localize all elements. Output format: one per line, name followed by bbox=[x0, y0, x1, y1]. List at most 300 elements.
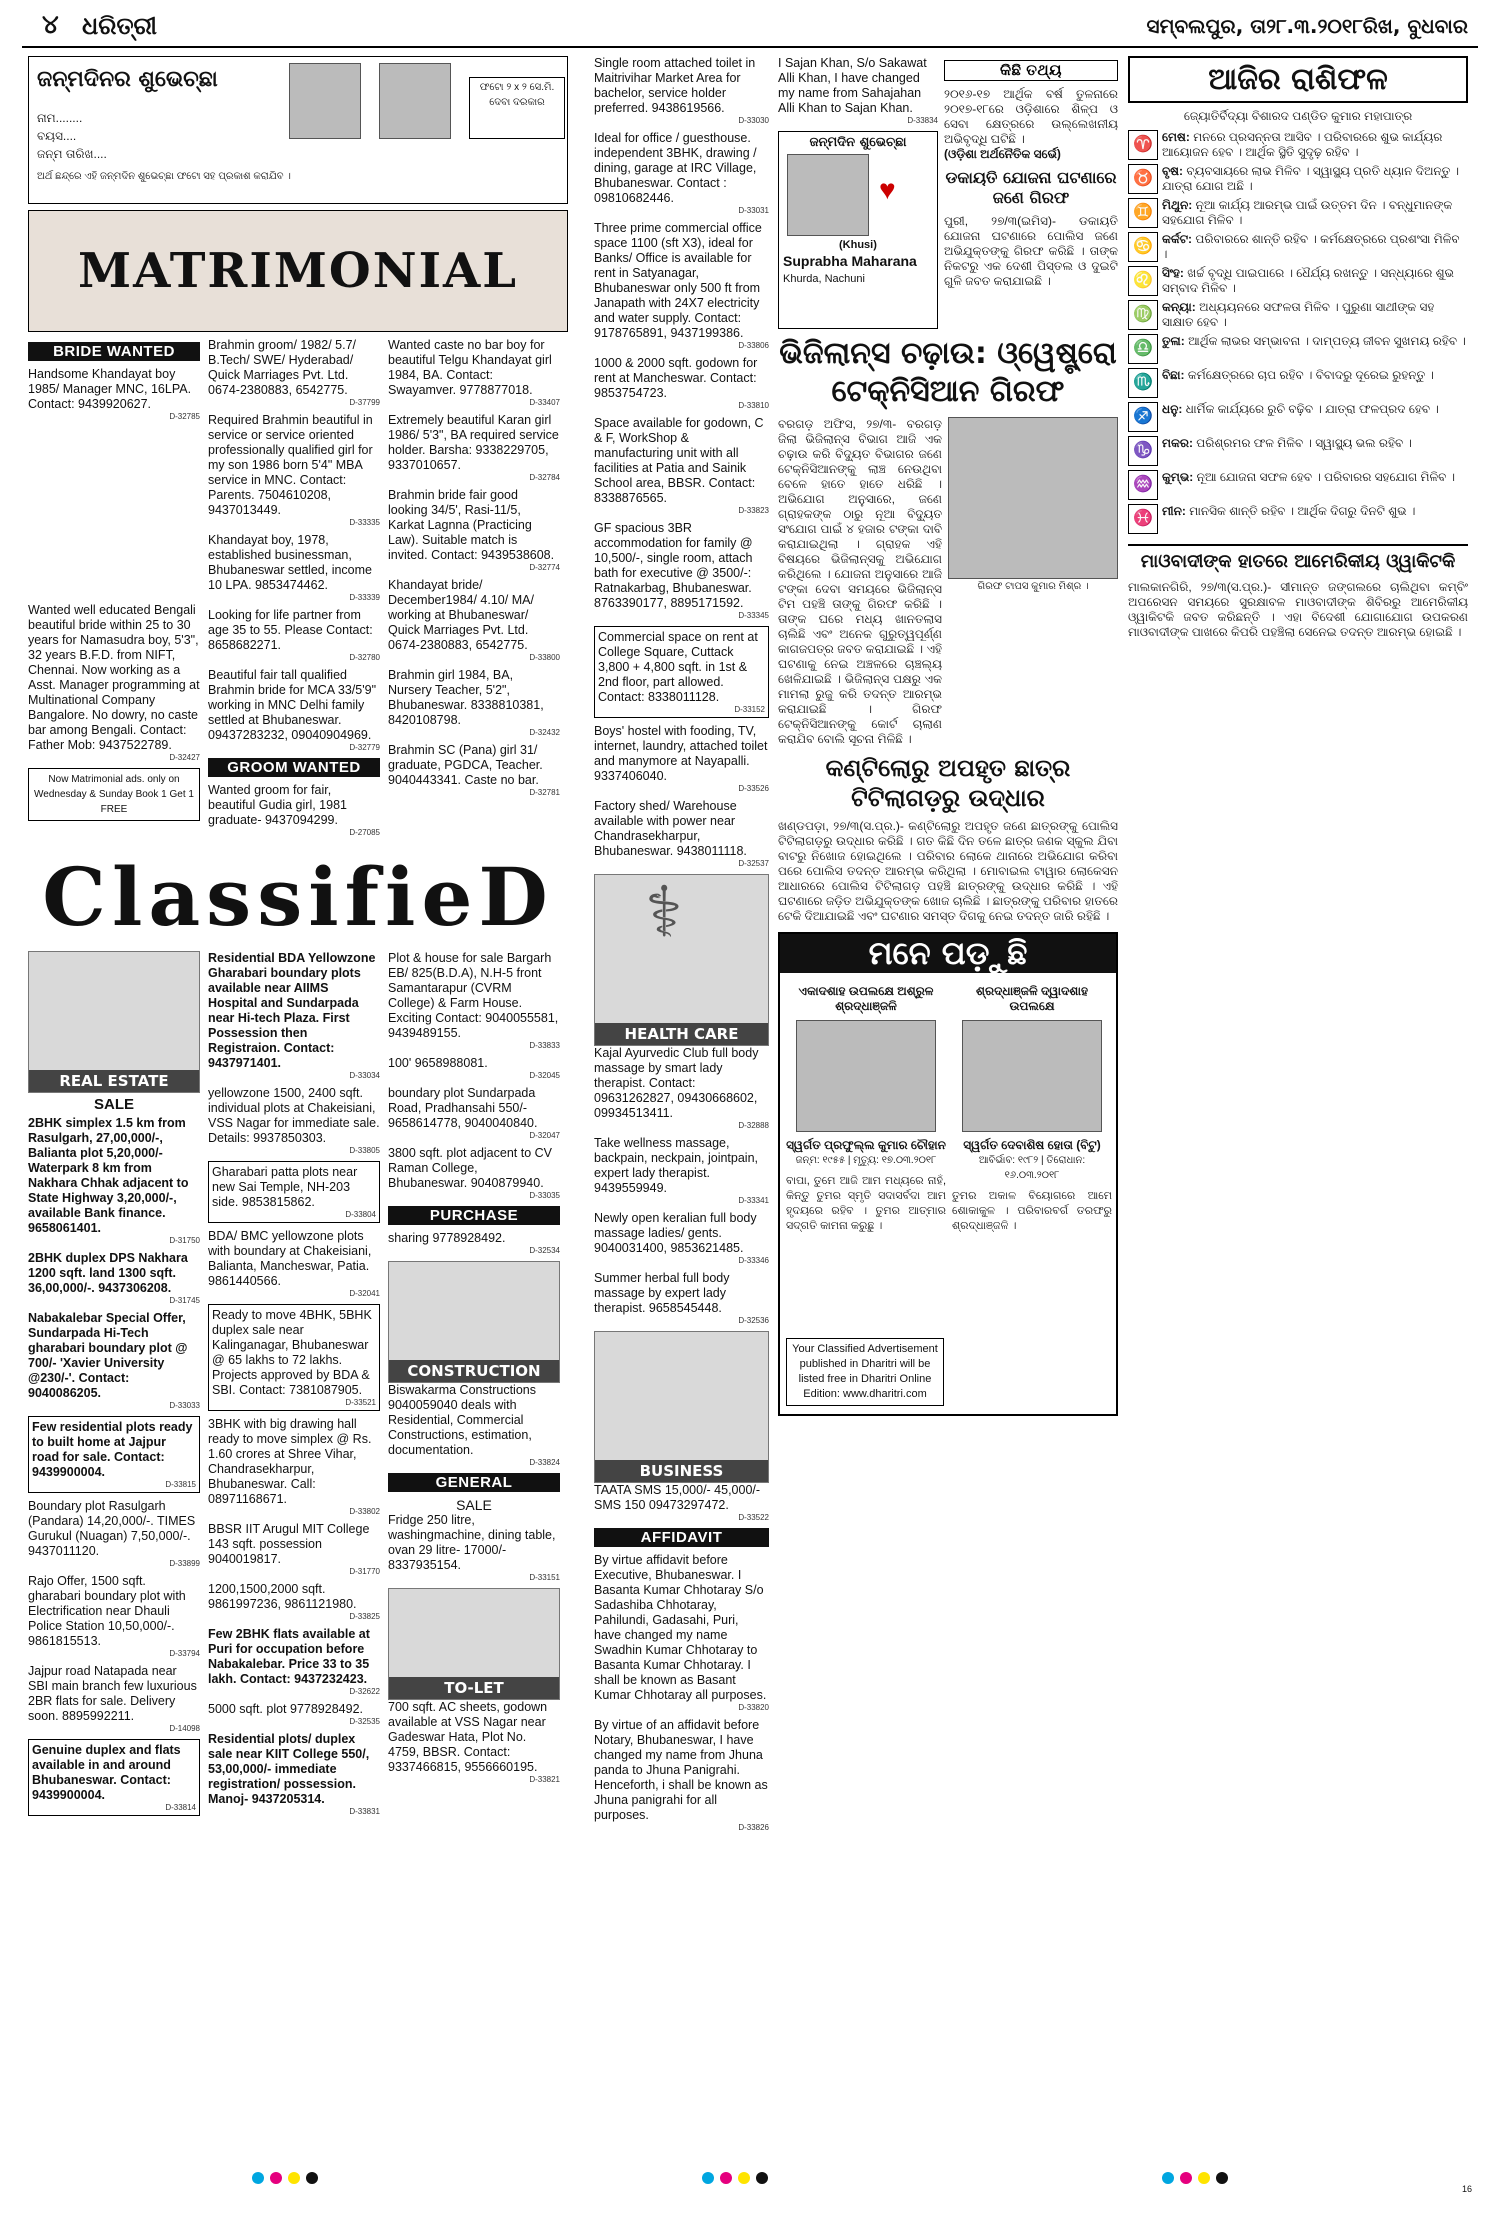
classified-ad bbox=[388, 668, 560, 737]
health-care-label: HEALTH CARE bbox=[595, 1023, 768, 1045]
matrimonial-col-3 bbox=[388, 338, 560, 843]
ad-text: Brahmin girl 1984, BA, Nursery Teacher, 5'2", Bhubaneswar. 8338810381, 8420108798. bbox=[388, 668, 544, 727]
real-estate-label: REAL ESTATE bbox=[29, 1070, 199, 1092]
black-dot bbox=[756, 2172, 768, 2184]
ad-code: D-31770 bbox=[349, 1567, 380, 1576]
memorial-right-dates: ଆବିର୍ଭାବ: ୧୯୮୨ | ତିରୋଧାନ: ୧୬.୦୩.୨୦୧୮ bbox=[978, 1155, 1086, 1181]
classified-ad bbox=[208, 533, 380, 602]
zodiac-icon: ♒ bbox=[1128, 470, 1158, 500]
ad-code: D-33804 bbox=[345, 1210, 376, 1219]
classified-ad bbox=[594, 1136, 769, 1205]
ad-text: Handsome Khandayat boy 1985/ Manager MNC, 16LPA. Contact: 9439920627. bbox=[28, 367, 192, 411]
rashi-text: ଧାର୍ମିକ କାର୍ଯ୍ୟରେ ରୁଚି ବଢ଼ିବ । ଯାତ୍ରା ଫଳପ୍ରଦ ହେବ । bbox=[1185, 402, 1439, 416]
ad-text: Khandayat boy, 1978, established businessman, Bhubaneswar settled, income 10 LPA. 9853474462. bbox=[208, 533, 372, 592]
classified-ad bbox=[388, 1146, 560, 1200]
rashi-item bbox=[1128, 266, 1468, 296]
ad-text: Genuine duplex and flats available in and around Bhubaneswar. Contact: 9439900004. bbox=[32, 1743, 181, 1802]
classified-ad bbox=[208, 338, 380, 407]
rashi-item bbox=[1128, 402, 1468, 432]
tolet-image bbox=[388, 1588, 560, 1700]
rashi-item bbox=[1128, 232, 1468, 262]
classified-ad bbox=[208, 1702, 380, 1726]
zodiac-icon: ♑ bbox=[1128, 436, 1158, 466]
ad-text: Few residential plots ready to built home at Jajpur road for sale. Contact: 9439900004. bbox=[32, 1420, 193, 1479]
zodiac-icon: ♌ bbox=[1128, 266, 1158, 296]
ad-code: D-33823 bbox=[738, 506, 769, 515]
main-story-row bbox=[778, 417, 1118, 747]
cyan-dot bbox=[702, 2172, 714, 2184]
classified-ad bbox=[594, 1271, 769, 1325]
main-photo bbox=[948, 417, 1118, 579]
ad-text: Plot & house for sale Bargarh EB/ 825(B.D.A), N.H-5 front Samantarapur (CVRM College) & Farm House. Exciting Contact: 9040055581, 9439489155. bbox=[388, 951, 559, 1040]
classified-ad bbox=[208, 1732, 380, 1816]
magenta-dot bbox=[1180, 2172, 1192, 2184]
news-top-row bbox=[778, 56, 1118, 329]
ad-code: D-32785 bbox=[169, 412, 200, 421]
kid-name: Suprabha Maharana bbox=[783, 253, 917, 269]
ad-text: Space available for godown, C & F, WorkShop & manufacturing unit with all facilities at Patia and Sainik School area, BBSR. Contact: 8338876565. bbox=[594, 416, 764, 505]
kid-birthday-title: ଜନ୍ମଦିନ ଶୁଭେଚ୍ଛା bbox=[809, 135, 907, 150]
matrimonial-columns bbox=[28, 338, 568, 843]
ad-text: 100' 9658988081. bbox=[388, 1056, 488, 1070]
memorial-right bbox=[952, 984, 1112, 1234]
classified-ad bbox=[28, 1416, 200, 1493]
classified-ad bbox=[208, 783, 380, 837]
ad-code: D-32534 bbox=[529, 1246, 560, 1255]
matrimonial-banner bbox=[28, 210, 568, 332]
classified-columns bbox=[28, 951, 568, 1822]
real-estate-col-2 bbox=[208, 951, 380, 1822]
matrimonial-note: Now Matrimonial ads. only on Wednesday & Sunday Book 1 Get 1 FREE bbox=[28, 768, 200, 821]
birthday-rate: ଫଟୋ ୨ x ୨ ସେ.ମି. ଦେବା ଦରକାର bbox=[469, 77, 565, 139]
rashi-text: ନୂଆ କାର୍ଯ୍ୟ ଆରମ୍ଭ ପାଇଁ ଉତ୍ତମ ଦିନ । ବନ୍ଧୁମାନଙ୍କ ସହଯୋଗ ମିଳିବ । bbox=[1162, 198, 1453, 227]
second-headline: କଣ୍ଟିଲୋରୁ ଅପହୃତ ଛାତ୍ର ଟିଟିଲାଗଡ଼ରୁ ଉଦ୍ଧାର bbox=[825, 754, 1071, 812]
classified-ad bbox=[594, 356, 769, 410]
ad-code: D-33152 bbox=[734, 705, 765, 714]
ad-code: D-33825 bbox=[349, 1612, 380, 1621]
ad-code: D-32537 bbox=[738, 859, 769, 868]
memorial-right-photo bbox=[962, 1020, 1102, 1132]
rashi-sign: କର୍କଟ: bbox=[1162, 232, 1193, 246]
ad-text: Biswakarma Constructions 9040059040 deals with Residential, Commercial Constructions, estimation, documentation. bbox=[388, 1383, 536, 1457]
general-heading: GENERAL bbox=[388, 1473, 560, 1492]
ad-code: D-32779 bbox=[349, 743, 380, 752]
classified-ad bbox=[208, 1161, 380, 1223]
ad-code: D-33824 bbox=[529, 1458, 560, 1467]
birthday-photo-1 bbox=[289, 63, 361, 139]
ad-code: D-33814 bbox=[165, 1803, 196, 1812]
ad-text: Ready to move 4BHK, 5BHK duplex sale near Kalinganagar, Bhubaneswar @ 65 lakhs to 72 lakhs. Projects approved by BDA & SBI. Contact: 7381087905. bbox=[212, 1308, 372, 1397]
ad-text: Single room attached toilet in Maitrivihar Market Area for bachelor, service holder preferred. 9438619566. bbox=[594, 56, 756, 115]
ad-code: D-33805 bbox=[349, 1146, 380, 1155]
memorial-left-name: ସ୍ୱର୍ଗତ ପ୍ରଫୁଲ୍ଲ କୁମାର ଚୌହାନ bbox=[786, 1138, 946, 1152]
ad-code: D-33815 bbox=[165, 1480, 196, 1489]
ad-code: D-32535 bbox=[349, 1717, 380, 1726]
ad-text: Commercial space on rent at College Square, Cuttack 3,800 + 4,800 sqft. in 1st & 2nd floor, part allowed. Contact: 8338011128. bbox=[598, 630, 758, 704]
ad-code: D-33826 bbox=[738, 1823, 769, 1832]
ad-text: Factory shed/ Warehouse available with power near Chandrasekharpur, Bhubaneswar. 9438011118. bbox=[594, 799, 747, 858]
classified-ad bbox=[28, 1664, 200, 1733]
rashi-text: ମାନସିକ ଶାନ୍ତି ରହିବ । ଆର୍ଥିକ ଦିଗରୁ ଦିନଟି ଶୁଭ । bbox=[1189, 504, 1416, 518]
masthead bbox=[22, 8, 1478, 48]
classified-ad bbox=[594, 521, 769, 620]
classified-ad bbox=[388, 743, 560, 797]
classified-ad bbox=[388, 1700, 560, 1784]
ad-text: Nabakalebar Special Offer, Sundarpada Hi-Tech gharabari boundary plot @ 700/- 'Xavier University @230/-'. Contact: 9040086205. bbox=[28, 1311, 188, 1400]
memorial-right-text: ତୁମର ଅକାଳ ବିୟୋଗରେ ଆମେ ଶୋକାକୁଳ । ପରିବାରବର୍ଗ ତରଫରୁ ଶ୍ରଦ୍ଧାଞ୍ଜଳି । bbox=[952, 1190, 1112, 1232]
ad-code: D-33035 bbox=[529, 1191, 560, 1200]
ad-code: D-33831 bbox=[349, 1807, 380, 1816]
online-notice: Your Classified Advertisement published in Dharitri will be listed free in Dharitri Online Edition: www.dharitri.com bbox=[786, 1338, 944, 1406]
kid-birthday-box bbox=[778, 131, 938, 329]
yellow-dot bbox=[288, 2172, 300, 2184]
ad-text: Boys' hostel with fooding, TV, internet, laundry, attached toilet and manymore at Nayapalli. 9337406040. bbox=[594, 724, 768, 783]
classified-ad bbox=[28, 1311, 200, 1410]
rashi-text: ମନରେ ପ୍ରସନ୍ନତା ଆସିବ । ପରିବାରରେ ଶୁଭ କାର୍ଯ୍ୟର ଆୟୋଜନ ହେବ । ଆର୍ଥିକ ସ୍ଥିତି ସୁଦୃଢ଼ ରହିବ । bbox=[1162, 130, 1443, 159]
classified-ad bbox=[208, 413, 380, 527]
rashifal-title: ଆଜିର ରାଶିଫଳ bbox=[1128, 56, 1468, 103]
groom-wanted-heading: GROOM WANTED bbox=[208, 758, 380, 777]
ad-text: Three prime commercial office space 1100 (sft X3), ideal for Banks/ Office is available for rent in Satyanagar, Bhubaneswar only 500 ft from Janapath with 24X7 electricity and water supply. Contact: 9178765891, 9437199386. bbox=[594, 221, 762, 340]
main-headline: ଭିଜିଲାନ୍ସ ଚଢ଼ାଉ: ଓ୍ୱେଷ୍ଟ୍ରୋ ଟେକ୍ନିସିଆନ ଗିରଫ bbox=[779, 336, 1117, 409]
matrimonial-col-1 bbox=[28, 338, 200, 843]
left-section bbox=[28, 56, 568, 1822]
zodiac-icon: ♐ bbox=[1128, 402, 1158, 432]
classified-ad bbox=[388, 1231, 560, 1255]
cyan-dot bbox=[252, 2172, 264, 2184]
ad-text: Wanted groom for fair, beautiful Gudia girl, 1981 graduate- 9437094299. bbox=[208, 783, 347, 827]
ad-text: yellowzone 1500, 2400 sqft. individual plots at Chakeisiani, VSS Nagar for immediate sale. Details: 9937850303. bbox=[208, 1086, 380, 1145]
ad-code: D-32041 bbox=[349, 1289, 380, 1298]
ad-text: BDA/ BMC yellowzone plots with boundary at Chakeisiani, Balianta, Mancheswar, Patia. 9861440566. bbox=[208, 1229, 372, 1288]
classified-ad bbox=[28, 603, 200, 762]
classified-ad bbox=[28, 1251, 200, 1305]
memorial-box bbox=[778, 932, 1118, 1416]
classified-ad bbox=[388, 1086, 560, 1140]
ad-text: Looking for life partner from age 35 to 55. Please Contact: 8658682271. bbox=[208, 608, 373, 652]
zodiac-icon: ♊ bbox=[1128, 198, 1158, 228]
second-story: ଖଣ୍ଡପଡ଼ା, ୨୭/୩(ସ.ପ୍ର.)- କଣ୍ଟିଲୋରୁ ଅପହୃତ ଜଣେ ଛାତ୍ରଙ୍କୁ ପୋଲିସ ଟିଟିଲାଗଡ଼ରୁ ଉଦ୍ଧାର କରିଛି । ଗତ କିଛି ଦିନ ତଳେ ଛାତ୍ର ଜଣକ ସ୍କୁଲ ଯିବା ବାଟରୁ ନିଖୋଜ ହୋଇଥିଲେ । ପରିବାର ଲୋକେ ଥାନାରେ ଅଭିଯୋଗ କରିବା ପରେ ପୋଲିସ ତଦନ୍ତ ଆରମ୍ଭ କରିଥିଲା । ମୋବାଇଲ ଟାୱାର ଲୋକେସନ ଆଧାରରେ ପୋଲିସ ଟିଟିଲାଗଡ଼ ପହଞ୍ଚି ଛାତ୍ରଙ୍କୁ ଉଦ୍ଧାର କରିଛି । ଏହି ଘଟଣାରେ ଜଡ଼ିତ ଅଭିଯୁକ୍ତଙ୍କ ଖୋଜ ଚାଲିଛି । ଛାତ୍ରଙ୍କୁ ପରିବାର ହାତରେ ଟେକି ଦିଆଯାଇଛି ଏବଂ ଘଟଣାର ସମସ୍ତ ଦିଗକୁ ନେଇ ତଦନ୍ତ ଜାରି ରହିଛି । bbox=[778, 819, 1118, 923]
rashi-text: ପରିଶ୍ରମର ଫଳ ମିଳିବ । ସ୍ୱାସ୍ଥ୍ୟ ଭଲ ରହିବ । bbox=[1196, 436, 1412, 450]
ad-text: Residential plots/ duplex sale near KIIT College 550/, 53,00,000/- immediate registration/ possession. Manoj- 9437205314. bbox=[208, 1732, 370, 1806]
memorial-right-head: ଶ୍ରଦ୍ଧାଞ୍ଜଳି ଦ୍ୱାଦଶାହ ଉପଲକ୍ଷେ bbox=[976, 984, 1088, 1013]
ad-code: D-33810 bbox=[738, 401, 769, 410]
classified-ad bbox=[28, 1574, 200, 1658]
newspaper-page bbox=[22, 8, 1478, 2198]
memorial-left-photo bbox=[796, 1020, 936, 1132]
rashi-text: ଖର୍ଚ୍ଚ ବୃଦ୍ଧି ପାଇପାରେ । ଧୈର୍ଯ୍ୟ ରଖନ୍ତୁ । ସନ୍ଧ୍ୟାରେ ଶୁଭ ସମ୍ବାଦ ମିଳିବ । bbox=[1162, 266, 1454, 295]
ad-code: D-33407 bbox=[529, 398, 560, 407]
cyan-dot bbox=[1162, 2172, 1174, 2184]
rashi-sign: ବିଛା: bbox=[1162, 368, 1185, 382]
zodiac-icon: ♋ bbox=[1128, 232, 1158, 262]
color-bar bbox=[252, 2172, 318, 2186]
ad-text: TAATA SMS 15,000/- 45,000/- SMS 150 09473297472. bbox=[594, 1483, 761, 1512]
ad-code: D-33794 bbox=[169, 1649, 200, 1658]
classified-title: ClassifieD bbox=[42, 850, 554, 944]
classified-ad bbox=[594, 1046, 769, 1130]
classified-ad bbox=[28, 1499, 200, 1568]
main-photo-caption: ଗିରଫ ଟାପସ କୁମାର ମିଶ୍ର । bbox=[977, 581, 1089, 592]
classified-ad bbox=[594, 1718, 769, 1832]
classified-ad bbox=[208, 1582, 380, 1621]
classified-ad bbox=[208, 668, 380, 752]
ad-code: D-32622 bbox=[349, 1687, 380, 1696]
ad-text: Kajal Ayurvedic Club full body massage by smart lady therapist. Contact: 09631262827, 09430668602, 09934513411. bbox=[594, 1046, 759, 1120]
classified-ad bbox=[28, 367, 200, 421]
health-care-image bbox=[594, 874, 769, 1046]
rashi-item bbox=[1128, 470, 1468, 500]
classified-ad bbox=[388, 338, 560, 407]
classified-ad bbox=[28, 1116, 200, 1245]
birthday-photo-2 bbox=[379, 63, 451, 139]
ad-code: D-33033 bbox=[169, 1401, 200, 1410]
ad-code: D-32781 bbox=[529, 788, 560, 797]
classified-ad bbox=[388, 578, 560, 662]
ad-code: D-33522 bbox=[738, 1513, 769, 1522]
ad-code: D-33802 bbox=[349, 1507, 380, 1516]
ad-text: Newly open keralian full body massage ladies/ gents. 9040031400, 9853621485. bbox=[594, 1211, 757, 1255]
ad-code: D-31750 bbox=[169, 1236, 200, 1245]
birthday-box bbox=[28, 56, 568, 204]
rashi-sign: କନ୍ୟା: bbox=[1162, 300, 1196, 314]
classified-ad bbox=[594, 56, 769, 125]
kid-alias: (Khusi) bbox=[839, 239, 877, 251]
paper-name: ଧରିତ୍ରୀ bbox=[82, 12, 157, 40]
ad-code: D-33834 bbox=[907, 116, 938, 125]
classified-ad bbox=[208, 1086, 380, 1155]
business-image bbox=[594, 1331, 769, 1483]
ad-code: D-32780 bbox=[349, 653, 380, 662]
birthday-field: ବୟସ.... bbox=[37, 129, 77, 143]
ad-code: D-33151 bbox=[529, 1573, 560, 1582]
ad-text: Wanted caste no bar boy for beautiful Telgu Khandayat girl 1984, BA. Contact: Swayamver. 9778877018. bbox=[388, 338, 552, 397]
rashi-item bbox=[1128, 504, 1468, 534]
matrimonial-col-2 bbox=[208, 338, 380, 843]
dateline: ସମ୍ବଲପୁର, ତା୨୮.୩.୨୦୧୮ରିଖ, ବୁଧବାର bbox=[1146, 14, 1468, 38]
memorial-title: ମନେ ପଡ଼ୁଛି bbox=[780, 934, 1116, 973]
ad-text: sharing 9778928492. bbox=[388, 1231, 506, 1245]
rashi-sign: ଧନୁ: bbox=[1162, 402, 1183, 416]
rashifal-column bbox=[1128, 56, 1468, 640]
magenta-dot bbox=[720, 2172, 732, 2184]
ad-code: D-33034 bbox=[349, 1071, 380, 1080]
rashi-item bbox=[1128, 436, 1468, 466]
ad-text: 3800 sqft. plot adjacent to CV Raman College, Bhubaneswar. 9040879940. bbox=[388, 1146, 552, 1190]
rashi-sign: ବୃଷ: bbox=[1162, 164, 1184, 178]
memorial-left bbox=[786, 984, 946, 1234]
ad-code: D-27085 bbox=[349, 828, 380, 837]
ad-text: Jajpur road Natapada near SBI main branch few luxurious 2BR flats for sale. Delivery soon. 8895992211. bbox=[28, 1664, 197, 1723]
classified-ad bbox=[594, 626, 769, 718]
ad-text: 2BHK duplex DPS Nakhara 1200 sqft. land 1300 sqft. 36,00,000/-. 9437306208. bbox=[28, 1251, 188, 1295]
footer-page-number: 16 bbox=[1461, 2184, 1472, 2194]
classified-ad bbox=[594, 416, 769, 515]
rashi-sign: ମୀନ: bbox=[1162, 504, 1186, 518]
rashi-item bbox=[1128, 198, 1468, 228]
birthday-note: ଅର୍ଥ ଛନ୍ଦ୍ରେ ଏହି ଜନ୍ମଦିନ ଶୁଭେଚ୍ଛା ଫଟୋ ସହ ପ୍ରକାଶ କରାଯିବ । bbox=[37, 171, 291, 182]
ad-text: Required Brahmin beautiful in service or service oriented professionally qualified girl for my son 1986 born 5'4" MBA service in MNC. Contact: Parents. 7504610208, 9437013449. bbox=[208, 413, 373, 517]
ad-code: D-32774 bbox=[529, 563, 560, 572]
rashi-item bbox=[1128, 130, 1468, 160]
short-news-headline: ଡକାୟତି ଯୋଜନା ଘଟଣାରେ ଜଣେ ଗିରଫ bbox=[945, 168, 1117, 207]
ad-code: D-33800 bbox=[529, 653, 560, 662]
ad-code: D-33341 bbox=[738, 1196, 769, 1205]
ad-text: Brahmin groom/ 1982/ 5.7/ B.Tech/ SWE/ Hyderabad/ Quick Marriages Pvt. Ltd. 0674-2380883, 6542775. bbox=[208, 338, 356, 397]
real-estate-image bbox=[28, 951, 200, 1093]
ad-text: By virtue affidavit before Executive, Bhubaneswar. I Basanta Kumar Chhotaray S/o Sadashiba Chhotaray, Pahilundi, Gadasahi, Puri, have changed my name Swadhin Kumar Chhotaray to Basanta Kumar Chhotaray. I shall be known as Basant Kumar Chhotaray all purposes. bbox=[594, 1553, 767, 1702]
ad-code: D-33833 bbox=[529, 1041, 560, 1050]
zodiac-icon: ♏ bbox=[1128, 368, 1158, 398]
classified-ad bbox=[594, 799, 769, 868]
birthday-fields bbox=[37, 109, 107, 163]
bride-wanted-heading: BRIDE WANTED bbox=[28, 342, 200, 361]
rashi-text: ଅଧ୍ୟୟନରେ ସଫଳତା ମିଳିବ । ପୁରୁଣା ସାଥୀଙ୍କ ସହ ସାକ୍ଷାତ ହେବ । bbox=[1162, 300, 1435, 329]
ad-text: Extremely beautiful Karan girl 1986/ 5'3", BA required service holder. Barsha: 9338229705, 9337010657. bbox=[388, 413, 559, 472]
rashi-item bbox=[1128, 300, 1468, 330]
ad-text: Boundary plot Rasulgarh (Pandara) 14,20,000/-. TIMES Gurukul (Nuagan) 7,50,000/-. 9437011120. bbox=[28, 1499, 196, 1558]
classified-ad bbox=[208, 1229, 380, 1298]
classified-ad bbox=[388, 413, 560, 482]
rashifal-intro: ଜ୍ୟୋତିର୍ବିଦ୍ୟା ବିଶାରଦ ପଣ୍ଡିତ କୁମାର ମହାପାତ୍ର bbox=[1183, 109, 1413, 123]
ad-code: D-33899 bbox=[169, 1559, 200, 1568]
rashifal-list bbox=[1128, 130, 1468, 534]
zodiac-icon: ♍ bbox=[1128, 300, 1158, 330]
rashi-item bbox=[1128, 334, 1468, 364]
kid-photo bbox=[787, 154, 869, 236]
ad-text: BBSR IIT Arugul MIT College 143 sqft. possession 9040019817. bbox=[208, 1522, 370, 1566]
classified-ad bbox=[594, 1553, 769, 1712]
ad-text: Ideal for office / guesthouse. independent 3BHK, drawing / dining, garage at IRC Village, Bhubaneswar. Contact : 09810682446. bbox=[594, 131, 757, 205]
ad-code: D-33806 bbox=[738, 341, 769, 350]
affidavit-heading: AFFIDAVIT bbox=[594, 1528, 769, 1547]
tolet-column bbox=[594, 56, 769, 1838]
ad-text: 1200,1500,2000 sqft. 9861997236, 9861121980. bbox=[208, 1582, 357, 1611]
birthday-field: ଜନ୍ମ ତାରିଖ.... bbox=[37, 147, 107, 161]
ad-code: D-32888 bbox=[738, 1121, 769, 1130]
classified-ad bbox=[388, 951, 560, 1050]
classified-ad bbox=[388, 1056, 560, 1080]
ad-code: D-14098 bbox=[169, 1724, 200, 1733]
general-sale-heading: SALE bbox=[456, 1497, 492, 1513]
rashi-sign: ମିଥୁନ: bbox=[1162, 198, 1193, 212]
ad-text: Take wellness massage, backpain, neckpain, jointpain, expert lady therapist. 9439559949. bbox=[594, 1136, 759, 1195]
ad-text: Beautiful fair tall qualified Brahmin bride for MCA 33/5'9" working in MNC Delhi family settled at Bhubaneswar. 09437283232, 09040904969. bbox=[208, 668, 377, 742]
ad-text: Fridge 250 litre, washingmachine, dining table, ovan 29 litre- 17000/- 8337935154. bbox=[388, 1513, 556, 1572]
ad-text: Wanted well educated Bengali beautiful bride within 25 to 30 years for Namasudra boy, 5'3", 32 years B.F.D. from NIFT, Chennai. Now working as a Asst. Manager programming at Multinational Company Bangalore. No dowry, no caste bar among Bengali. Contact: Father Mob: 9437522789. bbox=[28, 603, 200, 752]
zodiac-icon: ♎ bbox=[1128, 334, 1158, 364]
classified-ad bbox=[594, 1211, 769, 1265]
classified-banner bbox=[28, 847, 568, 947]
matrimonial-title: MATRIMONIAL bbox=[77, 243, 519, 299]
ad-code: D-31745 bbox=[169, 1296, 200, 1305]
yellow-dot bbox=[1198, 2172, 1210, 2184]
rashi-text: ପରିବାରରେ ଶାନ୍ତି ରହିବ । କର୍ମକ୍ଷେତ୍ରରେ ପ୍ରଶଂସା ମିଳିବ । bbox=[1162, 232, 1460, 261]
ad-text: Residential BDA Yellowzone Gharabari boundary plots available near AIIMS Hospital and Sundarpada near Hi-tech Plaza. First Possession then Registraion. Contact: 9437971401. bbox=[208, 951, 376, 1070]
ad-code: D-33031 bbox=[738, 206, 769, 215]
color-bar bbox=[1162, 2172, 1228, 2186]
rashi-text: କର୍ମକ୍ଷେତ୍ରରେ ଚାପ ରହିବ । ବିବାଦରୁ ଦୂରେଇ ରୁହନ୍ତୁ । bbox=[1187, 368, 1434, 382]
kid-place: Khurda, Nachuni bbox=[783, 273, 865, 285]
ad-text: I Sajan Khan, S/o Sakawat Alli Khan, I have changed my name from Sahajahan Alli Khan to Sajan Khan. bbox=[778, 56, 927, 115]
ad-text: boundary plot Sundarpada Road, Pradhansahi 550/- 9658614778, 9040040840. bbox=[388, 1086, 538, 1130]
ad-text: 2BHK simplex 1.5 km from Rasulgarh, 27,00,000/-, Balianta plot 5,20,000/- Waterpark 8 km from Nakhara Chhak adjacent to State Highway 3,20,000/-, available Bank finance. 9658061401. bbox=[28, 1116, 189, 1235]
ad-text: 700 sqft. AC sheets, godown available at VSS Nagar near Gadeswar Hata, Plot No. 4759, BBSR. Contact: 9337466815, 9556660195. bbox=[388, 1700, 548, 1774]
real-estate-col-3 bbox=[388, 951, 560, 1822]
classified-ad bbox=[28, 1739, 200, 1816]
rashi-text: ନୂଆ ଯୋଜନା ସଫଳ ହେବ । ପରିବାରର ସହଯୋଗ ମିଳିବ । bbox=[1196, 470, 1456, 484]
main-story: ବରଗଡ଼ ଅଫିସ, ୨୭/୩- ବରଗଡ଼ ଜିଲା ଭିଜିଲାନ୍ସ ବିଭାଗ ଆଜି ଏକ ଚଢ଼ାଉ କରି ବିଦ୍ୟୁତ ବିଭାଗର ଜଣେ ଟେକ୍ନିସିଆନଙ୍କୁ ଲାଞ୍ଚ ନେଉଥିବା ବେଳେ ହାତେ ହାତେ ଧରିଛି । ଅଭିଯୋଗ ଅନୁସାରେ, ଜଣେ ଗ୍ରାହକଙ୍କ ଠାରୁ ନୂଆ ବିଦ୍ୟୁତ ସଂଯୋଗ ପାଇଁ ୪ ହଜାର ଟଙ୍କା ଦାବି କରାଯାଇଥିଲା । ଗ୍ରାହକ ଏହି ବିଷୟରେ ଭିଜିଲାନ୍ସକୁ ଅଭିଯୋଗ କରିଥିଲେ । ଯୋଜନା ଅନୁସାରେ ଆଜି ଟଙ୍କା ଦେବା ସମୟରେ ଭିଜିଲାନ୍ସ ଟିମ ପହଞ୍ଚି ତାଙ୍କୁ ଗିରଫ କରିଛି । ତାଙ୍କ ଘରେ ମଧ୍ୟ ଖାନତଲାସ ଚାଲିଛି ଏବଂ ଅନେକ ଗୁରୁତ୍ୱପୂର୍ଣ୍ଣ କାଗଜପତ୍ର ଜବତ କରାଯାଇଛି । ଏହି ଘଟଣାକୁ ନେଇ ଅଞ୍ଚଳରେ ଚାଞ୍ଚଲ୍ୟ ଖେଳିଯାଇଛି । ଭିଜିଲାନ୍ସ ପକ୍ଷରୁ ଏକ ମାମଲା ରୁଜୁ କରି ତଦନ୍ତ ଆରମ୍ଭ କରାଯାଇଛି । ଗିରଫ ଟେକ୍ନିସିଆନଙ୍କୁ କୋର୍ଟ ଚାଲାଣ କରାଯିବ ବୋଲି ସୂଚନା ମିଳିଛି । bbox=[778, 417, 942, 746]
main-photo-wrap bbox=[948, 417, 1118, 747]
last-story: ମାଲକାନଗିରି, ୨୭/୩(ସ.ପ୍ର.)- ସୀମାନ୍ତ ଜଙ୍ଗଲରେ ଚାଲିଥିବା କମ୍ବିଂ ଅପରେସନ ସମୟରେ ସୁରକ୍ଷାବଳ ମାଓବାଦୀଙ୍କ ଶିବିରରୁ ଆମେରିକୀୟ ଓ୍ୱାକିଟକି ଜବତ କରିଛନ୍ତି । ଏହା ବିଦେଶୀ ଯୋଗାଯୋଗ ଉପକରଣ ମାଓବାଦୀଙ୍କ ପାଖରେ କିପରି ପହଞ୍ଚିଲା ସେନେଇ ତଦନ୍ତ ଆରମ୍ଭ ହୋଇଛି । bbox=[1128, 580, 1468, 639]
ad-text: 1000 & 2000 sqft. godown for rent at Mancheswar. Contact: 9853754723. bbox=[594, 356, 758, 400]
fact-source: (ଓଡ଼ିଶା ଅର୍ଥନୈତିକ ସର୍ଭେ) bbox=[944, 147, 1061, 161]
rashi-text: ଆର୍ଥିକ ଲାଭର ସମ୍ଭାବନା । ଦାମ୍ପତ୍ୟ ଜୀବନ ସୁଖମୟ ରହିବ । bbox=[1188, 334, 1466, 348]
classified-ad bbox=[594, 131, 769, 215]
sale-heading: SALE bbox=[93, 1096, 134, 1113]
stethoscope-icon: ⚕ bbox=[645, 873, 683, 951]
ad-code: D-33346 bbox=[738, 1256, 769, 1265]
ad-code: D-33335 bbox=[349, 518, 380, 527]
ad-text: Few 2BHK flats available at Puri for occupation before Nabakalebar. Price 33 to 35 lakh. Contact: 9437232423. bbox=[208, 1627, 370, 1686]
classified-ad bbox=[208, 608, 380, 662]
classified-ad bbox=[594, 724, 769, 793]
ad-code: D-32427 bbox=[169, 753, 200, 762]
ad-code: D-33521 bbox=[345, 1398, 376, 1407]
ad-text: Rajo Offer, 1500 sqft. gharabari boundary plot with Electrification near Dhauli Police Station 10,50,000/-. 9861815513. bbox=[28, 1574, 186, 1648]
classified-ad bbox=[388, 1513, 560, 1582]
ad-text: Brahmin SC (Pana) girl 31/ graduate, PGDCA, Teacher. 9040443341. Caste no bar. bbox=[388, 743, 543, 787]
zodiac-icon: ♓ bbox=[1128, 504, 1158, 534]
ad-code: D-32536 bbox=[738, 1316, 769, 1325]
black-dot bbox=[1216, 2172, 1228, 2184]
memorial-left-text: ବାପା, ତୁମେ ଆଜି ଆମ ମଧ୍ୟରେ ନାହଁ, କିନ୍ତୁ ତୁମର ସ୍ମୃତି ସଦାସର୍ବଦା ଆମ ହୃଦୟରେ ରହିବ । ତୁମର ଆତ୍ମାର ସଦ୍‌ଗତି କାମନା କରୁଛୁ । bbox=[786, 1175, 946, 1232]
rashi-text: ବ୍ୟବସାୟରେ ଲାଭ ମିଳିବ । ସ୍ୱାସ୍ଥ୍ୟ ପ୍ରତି ଧ୍ୟାନ ଦିଅନ୍ତୁ । ଯାତ୍ରା ଯୋଗ ଅଛି । bbox=[1162, 164, 1459, 193]
zodiac-icon: ♉ bbox=[1128, 164, 1158, 194]
memorial-right-name: ସ୍ୱର୍ଗତ ଦେବାଶିଷ ହୋତା (ବିଟୁ) bbox=[963, 1138, 1101, 1152]
news-top-left bbox=[778, 56, 938, 329]
rashi-sign: ତୁଳା: bbox=[1162, 334, 1185, 348]
zodiac-icon: ♈ bbox=[1128, 130, 1158, 160]
construction-label: CONSTRUCTION bbox=[389, 1360, 559, 1382]
rashi-sign: ସିଂହ: bbox=[1162, 266, 1184, 280]
ad-code: D-33821 bbox=[529, 1775, 560, 1784]
ad-text: Gharabari patta plots near new Sai Temple, NH-203 side. 9853815862. bbox=[212, 1165, 358, 1209]
birthday-title: ଜନ୍ମଦିନର ଶୁଭେଚ୍ଛା bbox=[37, 67, 218, 92]
classified-ad bbox=[208, 1627, 380, 1696]
ad-code: D-33339 bbox=[349, 593, 380, 602]
short-news-story: ପୁରୀ, ୨୭/୩(ଇମିସ)- ଡକାୟତି ଯୋଜନା ଘଟଣାରେ ପୋଲିସ ଜଣେ ଅଭିଯୁକ୍ତଙ୍କୁ ଗିରଫ କରିଛି । ତାଙ୍କ ନିକଟରୁ ଏକ ଦେଶୀ ପିସ୍ତଲ ଓ ଦୁଇଟି ଗୁଳି ଜବତ କରାଯାଇଛି । bbox=[944, 214, 1118, 288]
yellow-dot bbox=[738, 2172, 750, 2184]
color-bar bbox=[702, 2172, 768, 2186]
rashi-sign: କୁମ୍ଭ: bbox=[1162, 470, 1194, 484]
ad-code: D-33526 bbox=[738, 784, 769, 793]
heart-icon: ♥ bbox=[879, 174, 896, 205]
classified-ad bbox=[388, 488, 560, 572]
ad-code: D-32784 bbox=[529, 473, 560, 482]
rashi-sign: ମେଷ: bbox=[1162, 130, 1190, 144]
ad-code: D-32432 bbox=[529, 728, 560, 737]
fact-heading: କିଛି ତଥ୍ୟ bbox=[944, 60, 1118, 81]
classified-ad bbox=[388, 1383, 560, 1467]
business-label: BUSINESS bbox=[595, 1460, 768, 1482]
classified-ad bbox=[208, 951, 380, 1080]
page-number: ୪ bbox=[42, 10, 59, 40]
ad-text: GF spacious 3BR accommodation for family @ 10,500/-, single room, attach bath for executive @ 3500/-: Ratnakarbag, Bhubaneswar. 8763390177, 8895171592. bbox=[594, 521, 753, 610]
ad-code: D-32045 bbox=[529, 1071, 560, 1080]
magenta-dot bbox=[270, 2172, 282, 2184]
classified-ad bbox=[208, 1417, 380, 1516]
